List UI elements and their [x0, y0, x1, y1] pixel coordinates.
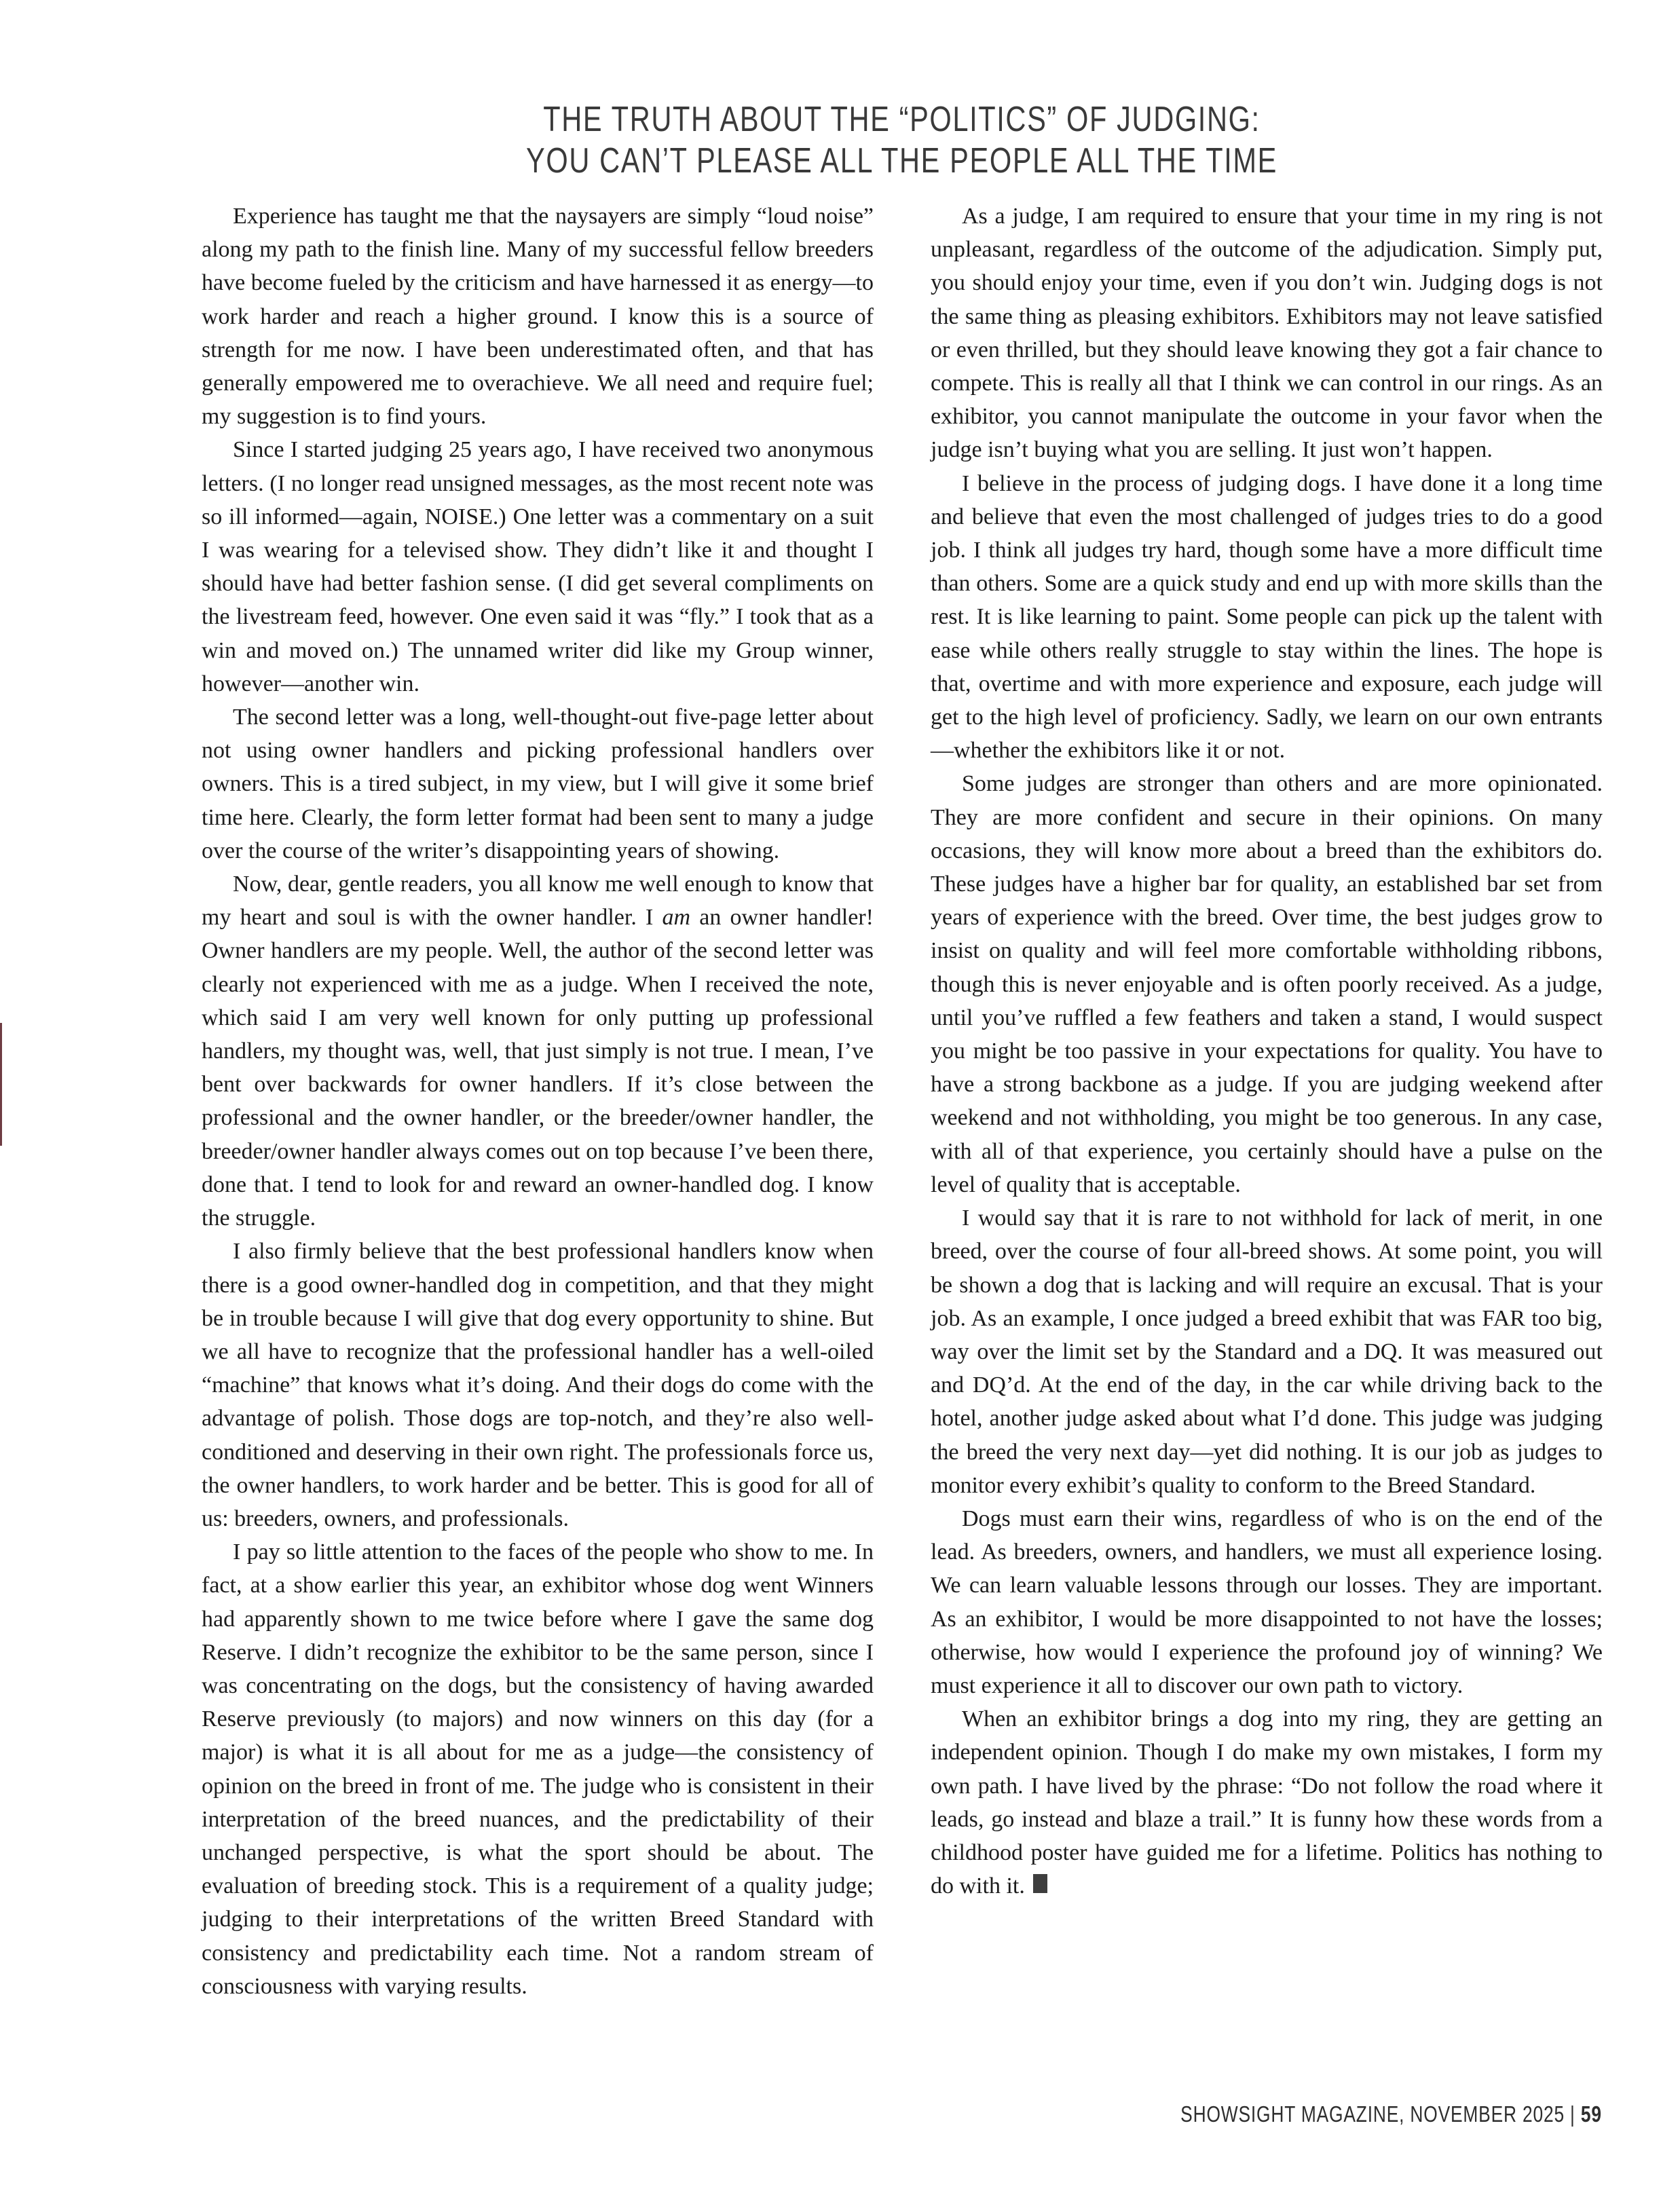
right-column	[931, 200, 1603, 2003]
page-edge-mark	[0, 1023, 2, 1146]
paragraph-text: When an exhibitor brings a dog into my ring, they are getting an independent opinion. Though I do make my own mistakes, I form my own path. I have lived by the phrase: “Do not follow the road where it leads, go instead and blaze a trail.” It is funny how these words from a childhood poster have guided me for a lifetime. Politics has nothing to do with it.	[931, 1706, 1603, 1899]
paragraph: The second letter was a long, well-thought-out five-page letter about not using owner handlers and picking professional handlers over owners. This is a tired subject, in my view, but I will give it some brief time here. Clearly, the form letter format had been sent to many a judge over the course of the writer’s disappointing years of showing.	[202, 705, 874, 863]
article-body	[202, 200, 1603, 2003]
footer-text: SHOWSIGHT MAGAZINE, NOVEMBER 2025 |	[1180, 2101, 1582, 2127]
article-title-line-2: YOU CAN’T PLEASE ALL THE PEOPLE ALL THE TIME	[526, 141, 1277, 181]
paragraph: As a judge, I am required to ensure that your time in my ring is not unpleasant, regardless of the outcome of the adjudication. Simply put, you should enjoy your time, even if you don’t win. Judging dogs is not the same thing as pleasing exhibitors. Exhibitors may not leave satisfied or even thrilled, but they should leave knowing they got a fair chance to compete. This is really all that I think we can control in our rings. As an exhibitor, you cannot manipulate the outcome in your favor when the judge isn’t buying what you are selling. It just won’t happen.	[931, 204, 1603, 463]
paragraph-text: Now, dear, gentle readers, you all know me well enough to know that my heart and soul is with the owner handler. I	[202, 872, 874, 931]
article-title	[341, 99, 1461, 182]
paragraph: I also firmly believe that the best professional handlers know when there is a good owner-handled dog in competition, and that they might be in trouble because I will give that dog every opportunity to shine. But we all have to recognize that the professional handler has a well-oiled “machine” that knows what it’s doing. And their dogs do come with the advantage of polish. Those dogs are top-notch, and they’re also well-conditioned and deserving in their own right. The professionals force us, the owner handlers, to work harder and be better. This is good for all of us: breeders, owners, and professionals.	[202, 1239, 874, 1531]
paragraph	[202, 867, 874, 1235]
paragraph: Experience has taught me that the naysayers are simply “loud noise” along my path to the finish line. Many of my successful fellow breeders have become fueled by the criticism and have harnessed it as energy—to work harder and reach a higher ground. I know this is a source of strength for me now. I have been underestimated often, and that has generally empowered me to overachieve. We all need and require fuel; my suggestion is to find yours.	[202, 204, 874, 430]
paragraph-text: an owner handler! Owner handlers are my people. Well, the author of the second letter was clearly not experienced with me as a judge. When I received the note, which said I am very well known for only putting up professional handlers, my thought was, well, that just simply is not true. I mean, I’ve bent over backwards for owner handlers. If it’s close between the professional and the owner handler, or the breeder/owner handler, the breeder/owner handler always comes out on top because I’ve been there, done that. I tend to look for and reward an owner-handled dog. I know the struggle.	[202, 905, 874, 1231]
paragraph: I pay so little attention to the faces of the people who show to me. In fact, at a show earlier this year, an exhibitor whose dog went Winners had apparently shown to me twice before where I gave the same dog Reserve. I didn’t recognize the exhibitor to be the same person, since I was concentrating on the dogs, but the consistency of having awarded Reserve previously (to majors) and now winners on this day (for a major) is what it is all about for me as a judge—the consistency of opinion on the breed in front of me. The judge who is consistent in their interpretation of the breed nuances, and the predictability of their unchanged perspective, is what the sport should be about. The evaluation of breeding stock. This is a requirement of a quality judge; judging to their interpretations of the written Breed Standard with consistency and predictability each time. Not a random stream of consciousness with varying results.	[202, 1539, 874, 1999]
footer-page-number: 59	[1581, 2101, 1602, 2127]
page-footer	[1180, 2101, 1602, 2127]
paragraph: Dogs must earn their wins, regardless of who is on the end of the lead. As breeders, owners, and handlers, we must all experience losing. We can learn valuable lessons through our losses. They are important. As an exhibitor, I would be more disappointed to not have the losses; otherwise, how would I experience the profound joy of winning? We must experience it all to discover our own path to victory.	[931, 1505, 1603, 1698]
paragraph	[931, 1702, 1603, 1903]
left-column	[202, 200, 874, 2003]
paragraph: I believe in the process of judging dogs. I have done it a long time and believe that even the most challenged of judges tries to do a good job. I think all judges try hard, though some have a more difficult time than others. Some are a quick study and end up with more skills than the rest. It is like learning to paint. Some people can pick up the talent with ease while others really struggle to stay within the lines. The hope is that, overtime and with more experience and exposure, each judge will get to the high level of proficiency. Sadly, we learn on our own entrants—whether the exhibitors like it or not.	[931, 470, 1603, 764]
paragraph: Some judges are stronger than others and are more opinionated. They are more confident and secure in their opinions. On many occasions, they will know more about a breed than the exhibitors do. These judges have a higher bar for quality, an established bar set from years of experience with the breed. Over time, the best judges grow to insist on quality and will feel more comfortable withholding ribbons, though this is never enjoyable and is often poorly received. As a judge, until you’ve ruffled a few feathers and taken a stand, I would suspect you might be too passive in your expectations for quality. You have to have a strong backbone as a judge. If you are judging weekend after weekend and not withholding, you might be too generous. In any case, with all of that experience, you certainly should have a pulse on the level of quality that is acceptable.	[931, 771, 1603, 1197]
article-title-line-1: THE TRUTH ABOUT THE “POLITICS” OF JUDGING:	[543, 100, 1261, 139]
paragraph: Since I started judging 25 years ago, I have received two anonymous letters. (I no longer read unsigned messages, as the most recent note was so ill informed—again, NOISE.) One letter was a commentary on a suit I was wearing for a televised show. They didn’t like it and thought I should have had better fashion sense. (I did get several compliments on the livestream feed, however. One even said it was “fly.” I took that as a win and moved on.) The unnamed writer did like my Group winner, however—another win.	[202, 437, 874, 696]
italic-word: am	[662, 905, 691, 931]
paragraph: I would say that it is rare to not withhold for lack of merit, in one breed, over the course of four all-breed shows. At some point, you will be shown a dog that is lacking and will require an excusal. That is your job. As an example, I once judged a breed exhibit that was FAR too big, way over the limit set by the Standard and a DQ. It was measured out and DQ’d. At the end of the day, in the car while driving back to the hotel, another judge asked about what I’d done. This judge was judging the breed the very next day—yet did nothing. It is our job as judges to monitor every exhibit’s quality to conform to the Breed Standard.	[931, 1205, 1603, 1498]
end-of-article-mark	[1033, 1874, 1047, 1893]
